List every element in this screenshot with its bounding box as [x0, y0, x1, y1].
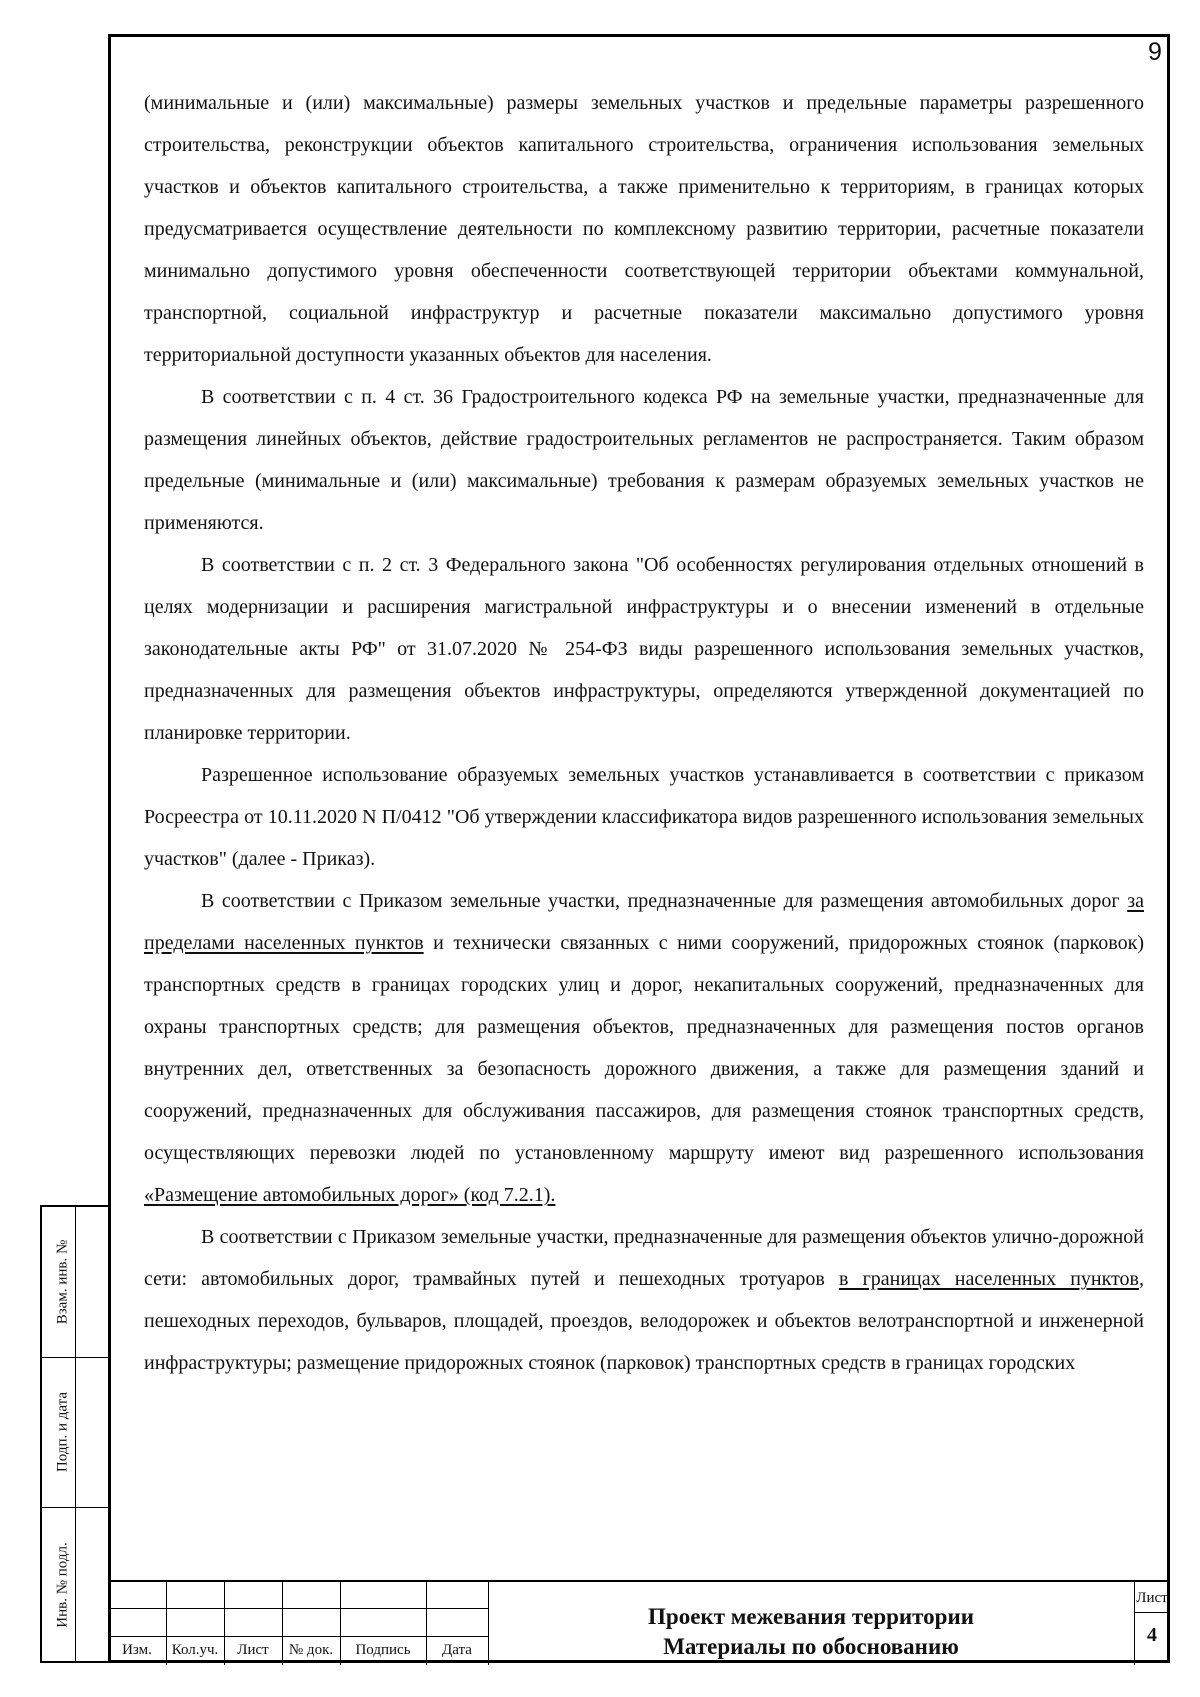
paragraph-6-text-b: , пешеходных переходов, бульваров, площадей, проездов, велодорожек и объектов велотранспортной и инженерной инфраструктуры; размещение придорожных стоянок (парковок) транспортных средств в границах городских	[144, 1268, 1144, 1374]
document-body	[144, 82, 1144, 1384]
side-label-vzam: Взам. инв. №	[54, 1239, 71, 1325]
underlined-phrase-within-settlements: в границах населенных пунктов	[838, 1268, 1139, 1290]
col-list: Лист	[237, 1642, 269, 1658]
title-line-1: Проект межевания территории	[648, 1604, 974, 1629]
title-block	[108, 1580, 1170, 1665]
paragraph-5-text-b: и технически связанных с ними сооружений, придорожных стоянок (парковок) транспортных средств в границах городских улиц и дорог, некапитальных сооружений, предназначенных для охраны транспортных средств; для размещения объектов, предназначенных для размещения постов органов внутренних дел, ответственных за безопасность дорожного движения, а также для размещения зданий и сооружений, предназначенных для обслуживания пассажиров, для размещения стоянок транспортных средств, осуществляющих перевозки людей по установленному маршруту имеют вид разрешенного использования	[144, 932, 1144, 1164]
side-cell-vzam	[42, 1207, 108, 1358]
underlined-phrase-road-code: «Размещение автомобильных дорог» (код 7.2.1).	[144, 1184, 556, 1206]
sheet-number: 4	[1147, 1624, 1157, 1646]
paragraph-4: Разрешенное использование образуемых земельных участков устанавливается в соответствии с приказом Росреестра от 10.11.2020 N П/0412 "Об утверждении классификатора видов разрешенного использования земельных участков" (далее - Приказ).	[144, 764, 1144, 870]
underlined-phrase-outside-settlements: за пределами населенных пунктов	[144, 890, 1144, 954]
page-number: 9	[1148, 38, 1162, 66]
title-block-title	[488, 1602, 1134, 1662]
side-stamp	[40, 1205, 108, 1663]
sheet-label: Лист	[1136, 1590, 1168, 1606]
title-line-2: Материалы по обоснованию	[663, 1634, 959, 1659]
paragraph-5	[144, 880, 1144, 1216]
side-label-inv: Инв. № подл.	[54, 1542, 71, 1628]
col-kol-uch: Кол.уч.	[171, 1642, 219, 1658]
col-date: Дата	[442, 1642, 472, 1658]
paragraph-6-text-a: В соответствии с Приказом земельные участки, предназначенные для размещения объектов улично-дорожной сети: автомобильных дорог, трамвайных путей и пешеходных тротуаров	[144, 1226, 1144, 1290]
side-label-podp: Подп. и дата	[54, 1391, 71, 1473]
paragraph-2: В соответствии с п. 4 ст. 36 Градостроительного кодекса РФ на земельные участки, предназначенные для размещения линейных объектов, действие градостроительных регламентов не распространяется. Таким образом предельные (минимальные и (или) максимальные) требования к размерам образуемых земельных участков не применяются.	[144, 386, 1144, 534]
paragraph-3: В соответствии с п. 2 ст. 3 Федерального закона "Об особенностях регулирования отдельных отношений в целях модернизации и расширения магистральной инфраструктуры и о внесении изменений в отдельные законодательные акты РФ" от 31.07.2020 № 254-ФЗ виды разрешенного использования земельных участков, предназначенных для размещения объектов инфраструктуры, определяются утвержденной документацией по планировке территории.	[144, 554, 1144, 744]
col-izm: Изм.	[122, 1642, 152, 1658]
paragraph-1: (минимальные и (или) максимальные) размеры земельных участков и предельные параметры разрешенного строительства, реконструкции объектов капитального строительства, ограничения использования земельных участков и объектов капитального строительства, а также применительно к территориям, в границах которых предусматривается осуществление деятельности по комплексному развитию территории, расчетные показатели минимально допустимого уровня обеспеченности соответствующей территории объектами коммунальной, транспортной, социальной инфраструктур и расчетные показатели максимально допустимого уровня территориальной доступности указанных объектов для населения.	[144, 92, 1144, 366]
side-cell-podp	[42, 1357, 108, 1508]
col-doc-no: № док.	[288, 1642, 334, 1658]
paragraph-6	[144, 1216, 1144, 1384]
col-signature: Подпись	[355, 1642, 411, 1658]
paragraph-5-text-a: В соответствии с Приказом земельные участки, предназначенные для размещения автомобильных дорог	[201, 890, 1128, 912]
side-cell-inv	[42, 1507, 108, 1663]
